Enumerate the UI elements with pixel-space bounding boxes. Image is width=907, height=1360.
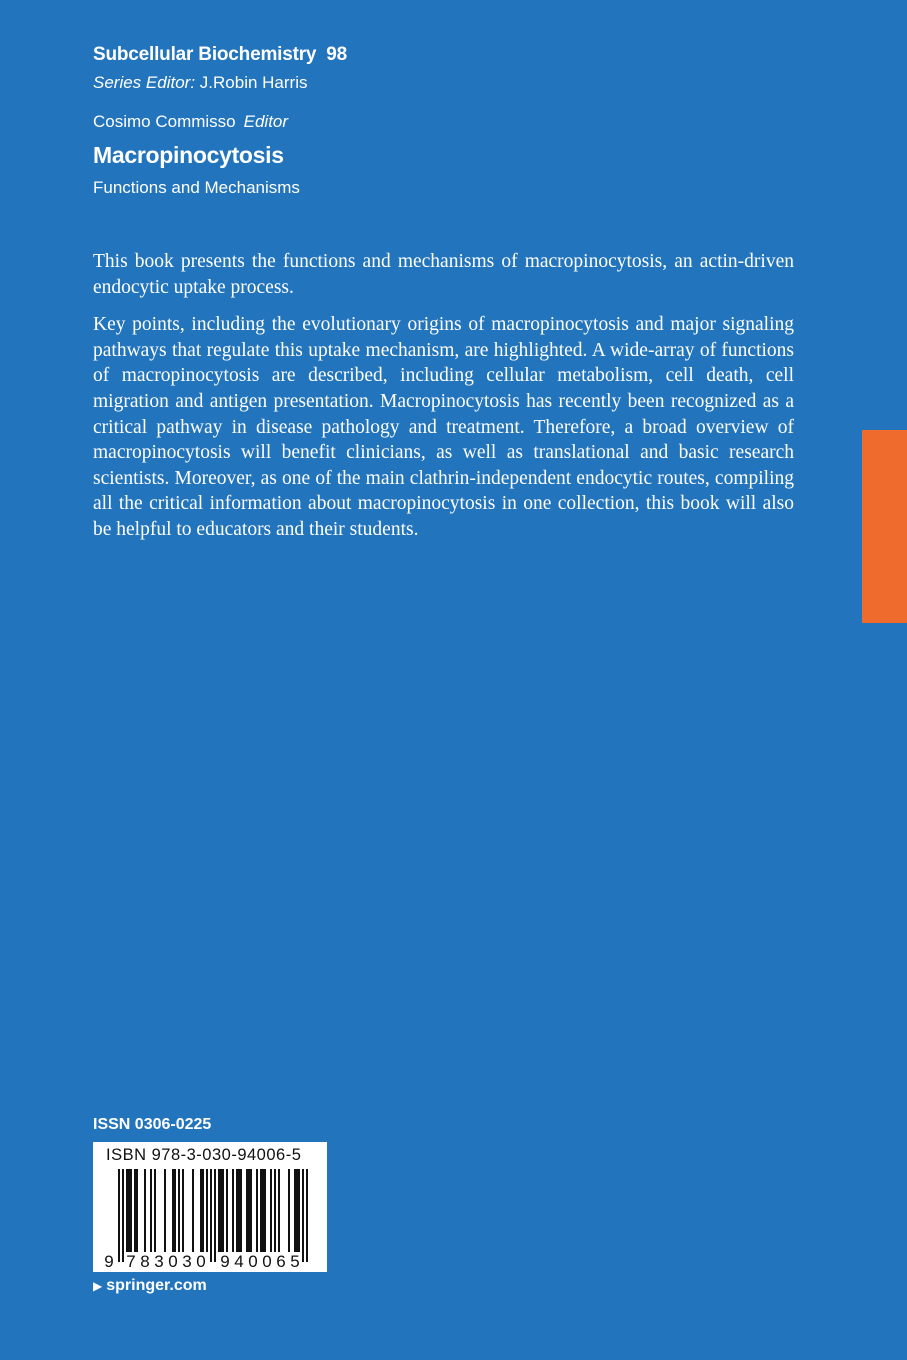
barcode-digit: 3 bbox=[182, 1252, 192, 1271]
barcode-bar bbox=[174, 1169, 176, 1252]
barcode-bar bbox=[294, 1169, 296, 1252]
barcode-bar bbox=[238, 1169, 240, 1252]
barcode-digit: 9 bbox=[104, 1252, 114, 1271]
series-volume: 98 bbox=[326, 44, 348, 65]
book-subtitle: Functions and Mechanisms bbox=[93, 178, 300, 197]
barcode-bar bbox=[218, 1169, 220, 1252]
issn-label: ISSN 0306-0225 bbox=[93, 1116, 212, 1133]
barcode-bar bbox=[172, 1169, 174, 1252]
barcode-bar bbox=[236, 1169, 238, 1252]
barcode-bar bbox=[262, 1169, 264, 1252]
barcode-bar bbox=[128, 1169, 130, 1252]
book-editor-line bbox=[93, 112, 288, 132]
triangle-right-icon: ▶ bbox=[93, 1279, 103, 1293]
barcode-bar bbox=[130, 1169, 132, 1252]
barcode-bar bbox=[256, 1169, 258, 1252]
barcode-bar bbox=[134, 1169, 136, 1252]
barcode-bar bbox=[200, 1169, 202, 1252]
barcode-bar bbox=[178, 1169, 180, 1252]
barcode-bars bbox=[118, 1169, 308, 1262]
barcode-bar bbox=[264, 1169, 266, 1252]
barcode-bar bbox=[260, 1169, 262, 1252]
barcode-bar bbox=[154, 1169, 156, 1252]
publisher-url: springer.com bbox=[106, 1277, 207, 1294]
publisher-link[interactable] bbox=[93, 1277, 207, 1295]
barcode-guard-bar bbox=[118, 1169, 120, 1262]
book-editor-name: Cosimo Commisso bbox=[93, 112, 236, 131]
series-editor-label: Series Editor: bbox=[93, 73, 196, 92]
barcode-digit: 3 bbox=[154, 1252, 164, 1271]
barcode-bar bbox=[192, 1169, 194, 1252]
barcode-digit: 8 bbox=[140, 1252, 150, 1271]
barcode-bar bbox=[232, 1169, 234, 1252]
barcode-bar bbox=[164, 1169, 166, 1252]
description-paragraph: This book presents the functions and mechanisms of macropinocytosis, an actin-driven endocytic uptake process. bbox=[93, 251, 794, 298]
book-title: Macropinocytosis bbox=[93, 142, 284, 168]
barcode-digit: 0 bbox=[248, 1252, 258, 1271]
barcode-bar bbox=[298, 1169, 300, 1252]
barcode-digit: 6 bbox=[276, 1252, 286, 1271]
barcode-digit: 7 bbox=[126, 1252, 136, 1271]
barcode-bar bbox=[270, 1169, 272, 1252]
book-description bbox=[93, 249, 794, 543]
barcode-bar bbox=[250, 1169, 252, 1252]
barcode-guard-bar bbox=[122, 1169, 124, 1262]
barcode-bar bbox=[220, 1169, 222, 1252]
barcode-digits bbox=[104, 1252, 299, 1271]
barcode-bar bbox=[126, 1169, 128, 1252]
barcode-guard-bar bbox=[210, 1169, 212, 1262]
series-editor-name: J.Robin Harris bbox=[199, 73, 308, 92]
barcode-bar bbox=[144, 1169, 146, 1252]
barcode-digit: 5 bbox=[290, 1252, 300, 1271]
barcode-bar bbox=[182, 1169, 184, 1252]
barcode-bar bbox=[222, 1169, 224, 1252]
book-editor-role: Editor bbox=[243, 112, 289, 131]
barcode-bar bbox=[240, 1169, 242, 1252]
barcode-bar bbox=[248, 1169, 250, 1252]
description-paragraph: Key points, including the evolutionary origins of macropinocytosis and major signaling pathways that regulate this uptake mechanism, are highlighted. A wide-array of functions of macropinocytosis are described, including cellular metabolism, cell death, cell migration and antigen presentation. Macropinocytosis has recently been recognized as a critical pathway in disease pathology and treatment. Therefore, a broad overview of macropinocytosis will benefit clinicians, as well as translational and basic research scientists. Moreover, as one of the main clathrin-independent endocytic routes, compiling all the critical information about macropinocytosis in one collection, this book will also be helpful to educators and their students. bbox=[93, 314, 794, 540]
isbn-number: ISBN 978-3-030-94006-5 bbox=[106, 1146, 302, 1164]
barcode-bar bbox=[296, 1169, 298, 1252]
isbn-barcode bbox=[93, 1142, 327, 1272]
barcode-bar bbox=[136, 1169, 138, 1252]
barcode-bar bbox=[226, 1169, 228, 1252]
barcode-bar bbox=[206, 1169, 208, 1252]
series-editor-line bbox=[93, 73, 307, 93]
barcode-digit: 4 bbox=[234, 1252, 244, 1271]
barcode-digit: 0 bbox=[196, 1252, 206, 1271]
barcode-digit: 9 bbox=[220, 1252, 230, 1271]
barcode-guard-bar bbox=[214, 1169, 216, 1262]
barcode-bar bbox=[150, 1169, 152, 1252]
barcode-digit: 0 bbox=[168, 1252, 178, 1271]
barcode-digit: 0 bbox=[262, 1252, 272, 1271]
barcode-bar bbox=[274, 1169, 276, 1252]
barcode-bar bbox=[202, 1169, 204, 1252]
barcode-bar bbox=[246, 1169, 248, 1252]
barcode-bar bbox=[288, 1169, 290, 1252]
spine-color-tab bbox=[862, 430, 907, 623]
barcode-guard-bar bbox=[306, 1169, 308, 1262]
barcode-bar bbox=[278, 1169, 280, 1252]
series-title-line bbox=[93, 44, 347, 66]
barcode-guard-bar bbox=[302, 1169, 304, 1262]
series-name: Subcellular Biochemistry bbox=[93, 44, 317, 65]
